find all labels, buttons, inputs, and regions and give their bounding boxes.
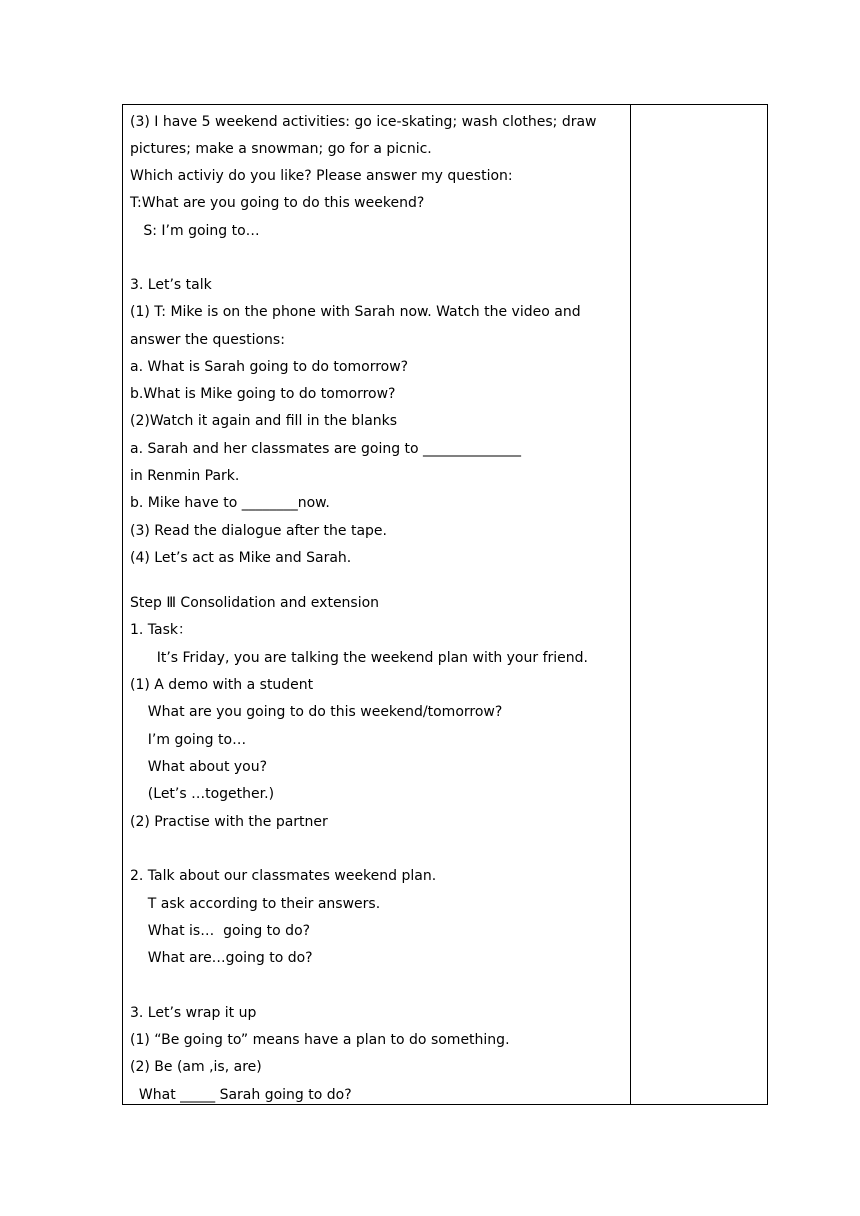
text-line: pictures; make a snowman; go for a picnic. <box>130 141 432 157</box>
text-line: (1) A demo with a student <box>130 677 314 693</box>
text-line: a. What is Sarah going to do tomorrow? <box>130 359 409 375</box>
table-column-divider <box>630 104 631 1105</box>
text-line: It’s Friday, you are talking the weekend plan with your friend. <box>130 650 588 666</box>
text-line: (1) T: Mike is on the phone with Sarah now. Watch the video and <box>130 304 581 320</box>
text-line: (1) “Be going to” means have a plan to do something. <box>130 1032 510 1048</box>
text-line: b. Mike have to ________now. <box>130 495 330 511</box>
text-line: (4) Let’s act as Mike and Sarah. <box>130 550 352 566</box>
text-line: What about you? <box>130 759 268 775</box>
text-line: T ask according to their answers. <box>130 896 381 912</box>
text-line: a. Sarah and her classmates are going to ______________ <box>130 441 522 457</box>
text-line: (2) Practise with the partner <box>130 814 328 830</box>
text-line: in Renmin Park. <box>130 468 240 484</box>
text-line: What _____ Sarah going to do? <box>130 1087 352 1103</box>
text-line: Which activiy do you like? Please answer my question: <box>130 168 513 184</box>
section-heading: 3. Let’s wrap it up <box>130 1005 257 1021</box>
text-line: S: I’m going to… <box>130 223 260 239</box>
section-heading: 2. Talk about our classmates weekend plan. <box>130 868 437 884</box>
text-line: answer the questions: <box>130 332 285 348</box>
text-line: (3) Read the dialogue after the tape. <box>130 523 387 539</box>
text-line: What is… going to do? <box>130 923 311 939</box>
text-line: (2) Be (am ,is, are) <box>130 1059 262 1075</box>
text-line: 1. Task： <box>130 622 193 638</box>
text-line: (3) I have 5 weekend activities: go ice-skating; wash clothes; draw <box>130 114 597 130</box>
text-line: (2)Watch it again and fill in the blanks <box>130 413 398 429</box>
text-line: T:What are you going to do this weekend? <box>130 195 425 211</box>
section-heading: 3. Let’s talk <box>130 277 212 293</box>
text-line: I’m going to… <box>130 732 247 748</box>
text-line: What are you going to do this weekend/tomorrow? <box>130 704 503 720</box>
text-line: (Let’s …together.) <box>130 786 275 802</box>
text-line: b.What is Mike going to do tomorrow? <box>130 386 396 402</box>
section-heading: Step Ⅲ Consolidation and extension <box>130 595 380 611</box>
text-line: What are…going to do? <box>130 950 313 966</box>
